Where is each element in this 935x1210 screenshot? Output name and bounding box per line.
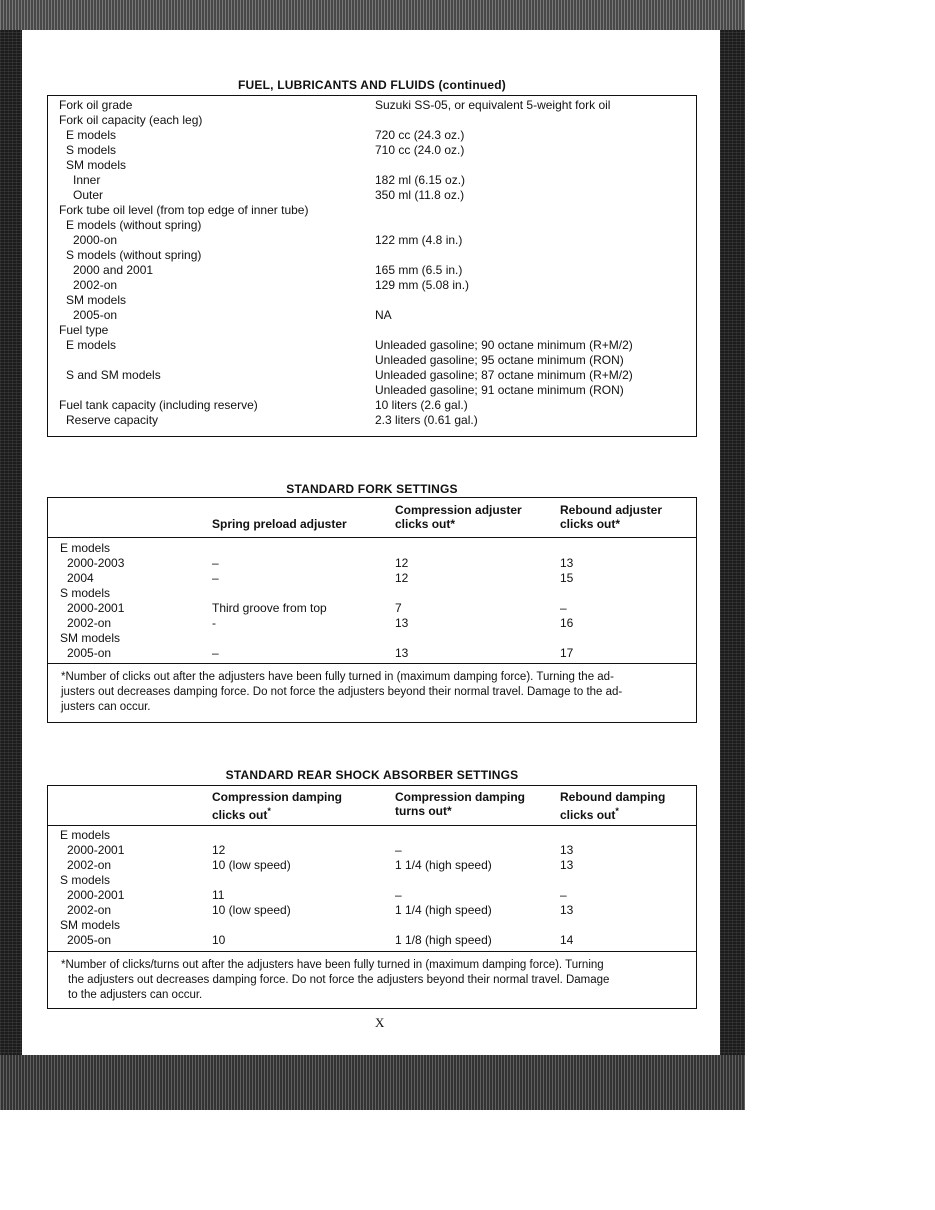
- fork-row-rebound: 16: [560, 616, 574, 630]
- fuel-row-label: Fuel tank capacity (including reserve): [59, 398, 258, 412]
- fuel-row-value: NA: [375, 308, 392, 322]
- shock-row-rebound: –: [560, 888, 567, 902]
- fuel-row-label: 2000 and 2001: [73, 263, 154, 277]
- fuel-row-label: Fuel type: [59, 323, 109, 337]
- fork-header-col1: Spring preload adjuster: [212, 517, 347, 531]
- fork-row-rebound: 15: [560, 571, 574, 585]
- fork-table-title: STANDARD FORK SETTINGS: [286, 482, 458, 496]
- fuel-row-value: 720 cc (24.3 oz.): [375, 128, 465, 142]
- shock-header-col1-line1: Compression damping: [212, 790, 343, 804]
- fuel-row-label: SM models: [66, 293, 127, 307]
- shock-row-compression-clicks: 11: [212, 888, 225, 902]
- fork-row-label: 2004: [67, 571, 94, 585]
- fork-row-label: E models: [60, 541, 111, 555]
- shock-row-compression-turns: 1 1/8 (high speed): [395, 933, 492, 947]
- fuel-row-label: E models (without spring): [66, 218, 202, 232]
- fork-note-rule: [47, 663, 697, 664]
- fork-row-compression: 12: [395, 571, 409, 585]
- fork-row-preload: –: [212, 571, 219, 585]
- fork-row-preload: –: [212, 646, 219, 660]
- fuel-row-label: E models: [66, 338, 117, 352]
- fuel-row-label: Outer: [73, 188, 104, 202]
- fork-row-compression: 7: [395, 601, 402, 615]
- fuel-row-value: 165 mm (6.5 in.): [375, 263, 463, 277]
- shock-header-col3-line1: Rebound damping: [560, 790, 666, 804]
- fuel-row-value: 710 cc (24.0 oz.): [375, 143, 465, 157]
- shock-row-label: S models: [60, 873, 111, 887]
- shock-row-label: 2000-2001: [67, 843, 125, 857]
- fork-header-col3-line2: clicks out*: [560, 517, 621, 531]
- fuel-row-value: Unleaded gasoline; 95 octane minimum (RON): [375, 353, 624, 367]
- shock-header-col2-line2: turns out*: [395, 804, 452, 818]
- fuel-row-label: E models: [66, 128, 117, 142]
- fuel-row-value: 122 mm (4.8 in.): [375, 233, 463, 247]
- fork-row-compression: 13: [395, 646, 409, 660]
- shock-header-col1-line2: [212, 804, 271, 823]
- shock-footnote-line1: *Number of clicks/turns out after the adjusters have been fully turned in (maximum damping force). Turning: [61, 959, 604, 971]
- fork-header-col2-line1: Compression adjuster: [395, 503, 522, 517]
- fork-footnote-line3: justers can occur.: [61, 701, 151, 713]
- shock-row-compression-turns: 1 1/4 (high speed): [395, 858, 492, 872]
- fuel-row-label: S models: [66, 143, 117, 157]
- shock-header-col3-line2: [560, 804, 619, 823]
- shock-note-rule: [47, 951, 697, 952]
- shock-header-col3-star: *: [615, 806, 619, 816]
- fork-row-compression: 13: [395, 616, 409, 630]
- fork-header-col3-line1: Rebound adjuster: [560, 503, 663, 517]
- fuel-row-label: Fork oil grade: [59, 98, 133, 112]
- fuel-row-value: Unleaded gasoline; 91 octane minimum (RON): [375, 383, 624, 397]
- fuel-row-value: 10 liters (2.6 gal.): [375, 398, 468, 412]
- shock-row-compression-clicks: 10: [212, 933, 226, 947]
- fuel-row-value: 182 ml (6.15 oz.): [375, 173, 466, 187]
- fork-row-rebound: –: [560, 601, 567, 615]
- fork-row-label: S models: [60, 586, 111, 600]
- fuel-row-value: Unleaded gasoline; 87 octane minimum (R+M/2): [375, 368, 633, 382]
- fuel-row-label: S models (without spring): [66, 248, 202, 262]
- shock-header-col1-star: *: [267, 806, 271, 816]
- fork-row-label: 2000-2001: [67, 601, 125, 615]
- fork-row-label: 2005-on: [67, 646, 112, 660]
- shock-row-label: SM models: [60, 918, 121, 932]
- fuel-row-value: 129 mm (5.08 in.): [375, 278, 470, 292]
- fuel-row-label: SM models: [66, 158, 127, 172]
- shock-row-compression-clicks: 12: [212, 843, 226, 857]
- shock-row-rebound: 13: [560, 858, 574, 872]
- shock-footnote-line2: the adjusters out decreases damping force. Do not force the adjusters beyond their normal travel. Damage: [68, 974, 610, 986]
- fork-row-label: SM models: [60, 631, 121, 645]
- shock-row-label: 2000-2001: [67, 888, 125, 902]
- shock-header-col1-text: clicks out: [212, 808, 268, 822]
- fuel-row-label: Reserve capacity: [66, 413, 159, 427]
- fork-row-compression: 12: [395, 556, 409, 570]
- fork-row-rebound: 13: [560, 556, 574, 570]
- shock-row-rebound: 13: [560, 903, 574, 917]
- fork-header-rule: [47, 537, 697, 538]
- fuel-row-label: 2005-on: [73, 308, 118, 322]
- fork-header-col2-line2: clicks out*: [395, 517, 456, 531]
- fuel-row-label: 2000-on: [73, 233, 118, 247]
- fuel-row-value: 2.3 liters (0.61 gal.): [375, 413, 478, 427]
- fuel-row-value: 350 ml (11.8 oz.): [375, 188, 465, 202]
- shock-header-col2-line1: Compression damping: [395, 790, 526, 804]
- fuel-row-label: S and SM models: [66, 368, 161, 382]
- fork-row-rebound: 17: [560, 646, 574, 660]
- fuel-row-value: Suzuki SS-05, or equivalent 5-weight fork oil: [375, 98, 611, 112]
- scan-noise-top: [0, 0, 745, 30]
- fuel-row-label: Fork oil capacity (each leg): [59, 113, 203, 127]
- shock-table-title: STANDARD REAR SHOCK ABSORBER SETTINGS: [225, 768, 519, 782]
- fuel-row-label: Inner: [73, 173, 101, 187]
- shock-row-label: 2005-on: [67, 933, 112, 947]
- fork-row-label: 2000-2003: [67, 556, 125, 570]
- fork-row-preload: –: [212, 556, 219, 570]
- fork-row-label: 2002-on: [67, 616, 112, 630]
- fuel-row-label: Fork tube oil level (from top edge of inner tube): [59, 203, 309, 217]
- shock-row-compression-turns: –: [395, 888, 402, 902]
- fuel-table-title: FUEL, LUBRICANTS AND FLUIDS (continued): [238, 78, 506, 92]
- shock-header-rule: [47, 825, 697, 826]
- shock-row-compression-clicks: 10 (low speed): [212, 903, 291, 917]
- shock-row-label: 2002-on: [67, 858, 112, 872]
- shock-row-rebound: 13: [560, 843, 574, 857]
- fuel-row-value: Unleaded gasoline; 90 octane minimum (R+M/2): [375, 338, 633, 352]
- shock-row-label: 2002-on: [67, 903, 112, 917]
- shock-footnote-line3: to the adjusters can occur.: [68, 989, 203, 1001]
- shock-row-compression-turns: –: [395, 843, 402, 857]
- shock-row-label: E models: [60, 828, 111, 842]
- shock-row-rebound: 14: [560, 933, 574, 947]
- fork-row-preload: Third groove from top: [212, 601, 327, 615]
- fuel-row-label: 2002-on: [73, 278, 118, 292]
- fork-row-preload: -: [212, 616, 216, 630]
- fork-footnote-line2: justers out decreases damping force. Do not force the adjusters beyond their normal travel. Damage to the ad-: [61, 686, 623, 698]
- page-number: X: [375, 1015, 385, 1030]
- shock-header-col3-text: clicks out: [560, 808, 616, 822]
- shock-row-compression-clicks: 10 (low speed): [212, 858, 291, 872]
- scan-noise-bottom: [0, 1055, 745, 1110]
- shock-row-compression-turns: 1 1/4 (high speed): [395, 903, 492, 917]
- fork-footnote-line1: *Number of clicks out after the adjusters have been fully turned in (maximum damping force). Turning the ad-: [61, 671, 614, 683]
